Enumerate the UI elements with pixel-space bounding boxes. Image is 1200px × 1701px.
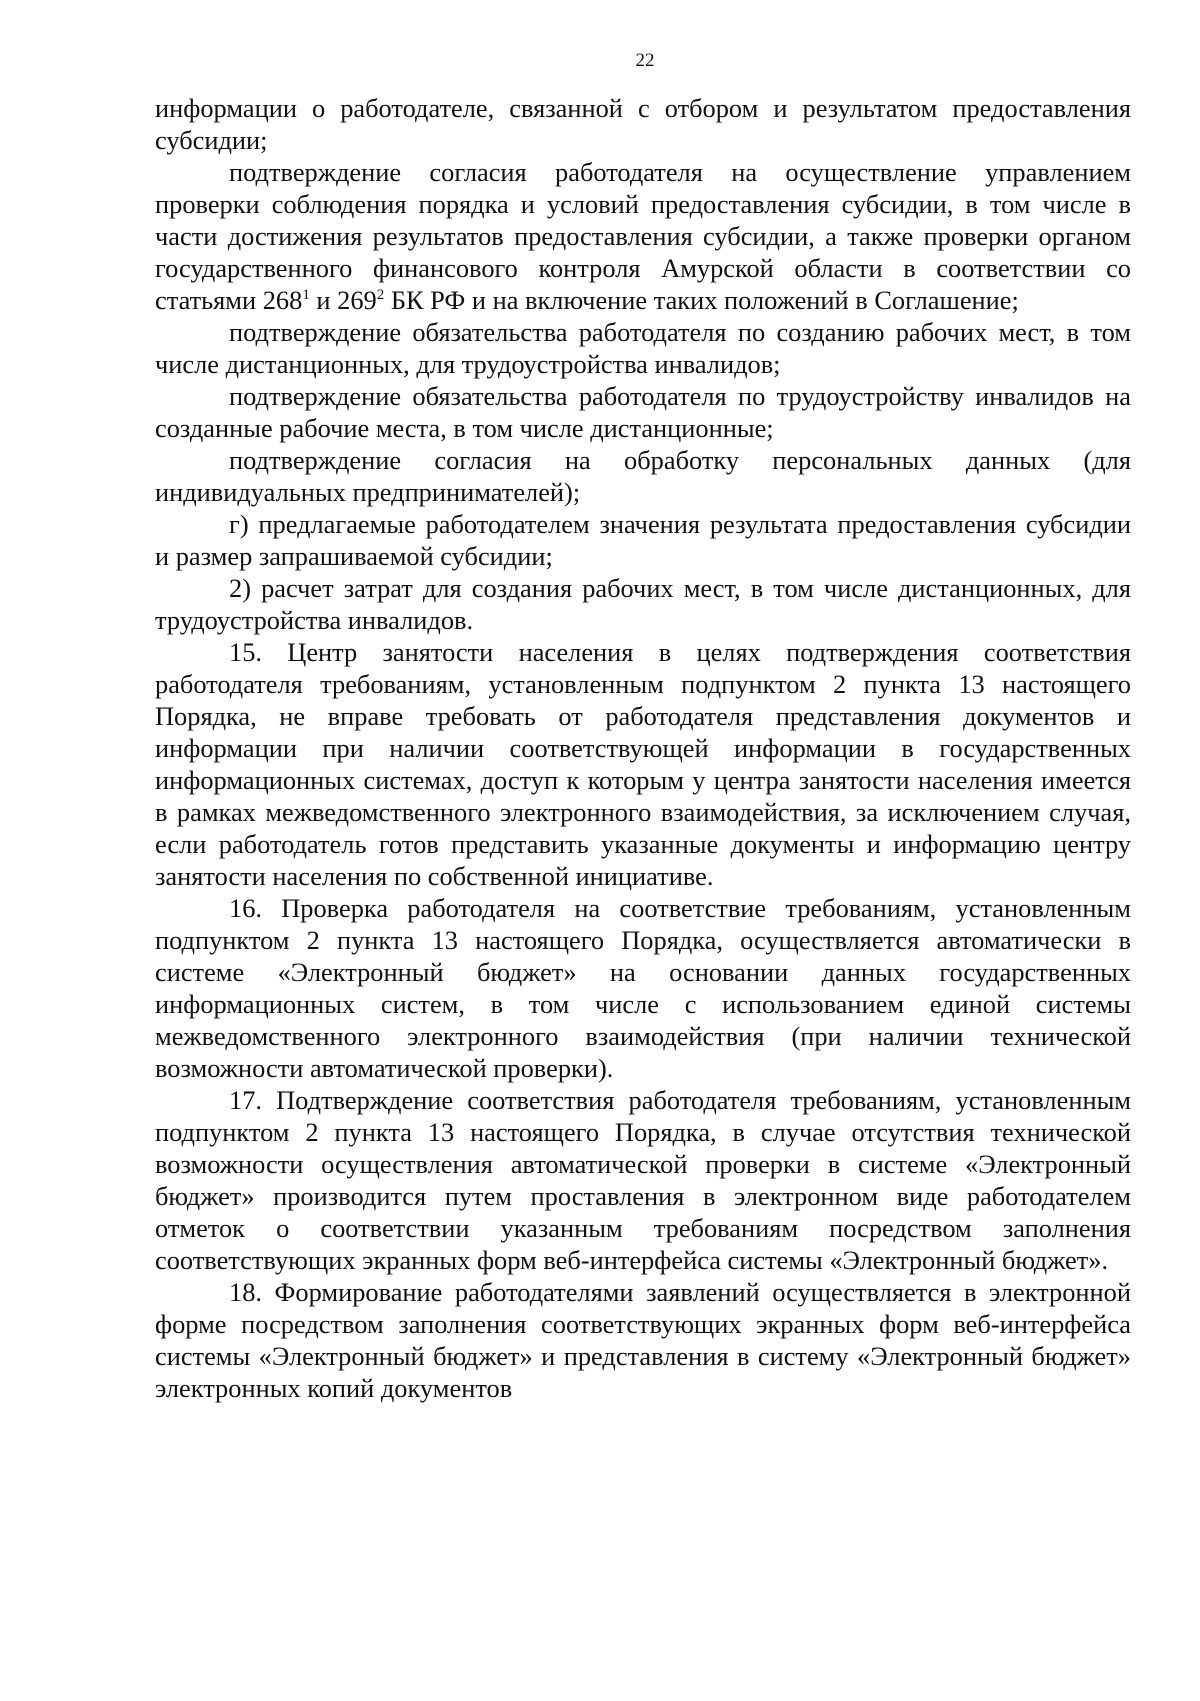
page-number: 22 [635,50,655,71]
paragraph-info-about-employer: информации о работодателе, связанной с отбором и результатом предоставления субсидии; [155,93,1131,155]
article-269-superscript: 2 [376,287,385,303]
consent-audit-text-part-1: подтверждение согласия работодателя на осуществление управлением проверки соблюдения порядка и условий предоставления субсидии, в том числе в части достижения результатов предоставления субсидии, а также проверки органом государственного финансового контроля Амурской области в соответствии со статьями 268 [155,157,1131,315]
consent-audit-text-part-3: БК РФ и на включение таких положений в Соглашение; [384,285,1019,315]
paragraph-item-2: 2) расчет затрат для создания рабочих мест, в том числе дистанционных, для трудоустройства инвалидов. [155,573,1131,635]
paragraph-obligation-employ: подтверждение обязательства работодателя по трудоустройству инвалидов на созданные рабочие места, в том числе дистанционные; [155,381,1131,443]
paragraph-obligation-create-jobs: подтверждение обязательства работодателя по созданию рабочих мест, в том числе дистанционных, для трудоустройства инвалидов; [155,317,1131,379]
article-268-superscript: 1 [302,287,310,303]
paragraph-clause-18: 18. Формирование работодателями заявлений осуществляется в электронной форме посредством заполнения соответствующих экранных форм веб-интерфейса системы «Электронный бюджет» и представления в систему «Электронный бюджет» электронных копий документов [155,1277,1131,1403]
consent-audit-text-part-2: и 269 [309,285,377,315]
paragraph-clause-15: 15. Центр занятости населения в целях подтверждения соответствия работодателя требованиям, установленным подпунктом 2 пункта 13 настоящего Порядка, не вправе требовать от работодателя представления документов и информации при наличии соответствующей информации в государственных информационных системах, доступ к которым у центра занятости населения имеется в рамках межведомственного электронного взаимодействия, за исключением случая, если работодатель готов представить указанные документы и информацию центру занятости населения по собственной инициативе. [155,637,1131,891]
paragraph-clause-16: 16. Проверка работодателя на соответствие требованиям, установленным подпунктом 2 пункта 13 настоящего Порядка, осуществляется автоматически в системе «Электронный бюджет» на основании данных государственных информационных систем, в том числе с использованием единой системы межведомственного электронного взаимодействия (при наличии технической возможности автоматической проверки). [155,893,1131,1083]
document-body [155,92,1131,1404]
paragraph-personal-data-consent: подтверждение согласия на обработку персональных данных (для индивидуальных предпринимателей); [155,445,1131,507]
paragraph-consent-audit [155,156,1131,316]
paragraph-clause-17: 17. Подтверждение соответствия работодателя требованиям, установленным подпунктом 2 пункта 13 настоящего Порядка, в случае отсутствия технической возможности осуществления автоматической проверки в системе «Электронный бюджет» производится путем проставления в электронном виде работодателем отметок о соответствии указанным требованиям посредством заполнения соответствующих экранных форм веб-интерфейса системы «Электронный бюджет». [155,1085,1131,1275]
paragraph-item-g: г) предлагаемые работодателем значения результата предоставления субсидии и размер запрашиваемой субсидии; [155,509,1131,571]
